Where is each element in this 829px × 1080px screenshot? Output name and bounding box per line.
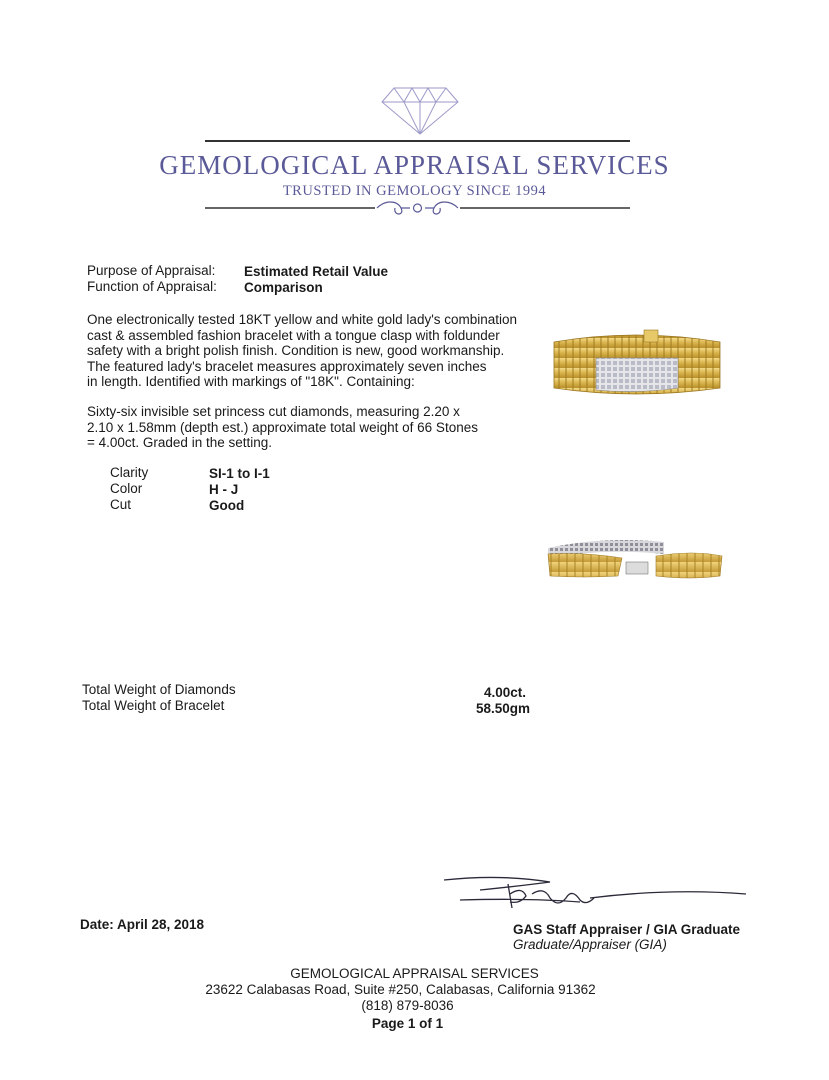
stones-line: = 4.00ct. Graded in the setting. bbox=[87, 435, 272, 451]
function-label: Function of Appraisal: bbox=[87, 279, 217, 294]
total-diamonds-label: Total Weight of Diamonds bbox=[82, 682, 236, 697]
stones-line: 2.10 x 1.58mm (depth est.) approximate total weight of 66 Stones bbox=[87, 419, 478, 435]
footer-page-number: Page 1 of 1 bbox=[371, 1016, 444, 1031]
purpose-value: Estimated Retail Value bbox=[244, 264, 389, 279]
stones-description bbox=[87, 404, 537, 451]
stones-line: Sixty-six invisible set princess cut diamonds, measuring 2.20 x bbox=[87, 404, 460, 419]
purpose-label: Purpose of Appraisal: bbox=[87, 263, 216, 278]
description-line: safety with a bright polish finish. Condition is new, good workmanship. bbox=[87, 343, 505, 359]
footer bbox=[0, 966, 829, 1032]
cut-label: Cut bbox=[110, 497, 132, 512]
description-line: cast & assembled fashion bracelet with a tongue clasp with foldunder bbox=[87, 327, 500, 343]
signature-title: GAS Staff Appraiser / GIA Graduate bbox=[513, 922, 741, 937]
description-line: One electronically tested 18KT yellow and white gold lady's combination bbox=[87, 312, 518, 327]
total-bracelet-value: 58.50gm bbox=[476, 701, 531, 716]
description-line: in length. Identified with markings of "18K". Containing: bbox=[87, 374, 415, 390]
company-tagline: TRUSTED IN GEMOLOGY SINCE 1994 bbox=[282, 183, 547, 199]
signature-subtitle: Graduate/Appraiser (GIA) bbox=[513, 937, 667, 952]
header-top-rule bbox=[205, 140, 630, 142]
bracelet-open-image bbox=[544, 532, 726, 592]
footer-address: 23622 Calabasas Road, Suite #250, Calabasas, California 91362 bbox=[205, 982, 596, 997]
total-diamonds-value: 4.00ct. bbox=[484, 685, 527, 700]
footer-phone: (818) 879-8036 bbox=[361, 998, 454, 1013]
signature-image bbox=[440, 872, 750, 918]
appraisal-date: Date: April 28, 2018 bbox=[80, 917, 205, 932]
color-label: Color bbox=[110, 481, 143, 496]
footer-company: GEMOLOGICAL APPRAISAL SERVICES bbox=[290, 966, 539, 981]
clarity-value: SI-1 to I-1 bbox=[209, 466, 270, 481]
total-bracelet-label: Total Weight of Bracelet bbox=[82, 698, 225, 713]
company-logo-title: GEMOLOGICAL APPRAISAL SERVICES bbox=[159, 150, 670, 180]
diamond-logo-icon bbox=[380, 86, 460, 136]
header-flourish-rule bbox=[205, 198, 630, 218]
bracelet-front-image bbox=[546, 318, 728, 410]
item-description bbox=[87, 312, 537, 390]
cut-value: Good bbox=[209, 498, 245, 513]
color-value: H - J bbox=[209, 482, 239, 497]
description-line: The featured lady's bracelet measures approximately seven inches bbox=[87, 358, 487, 374]
function-value: Comparison bbox=[244, 280, 323, 295]
clarity-label: Clarity bbox=[110, 465, 149, 480]
